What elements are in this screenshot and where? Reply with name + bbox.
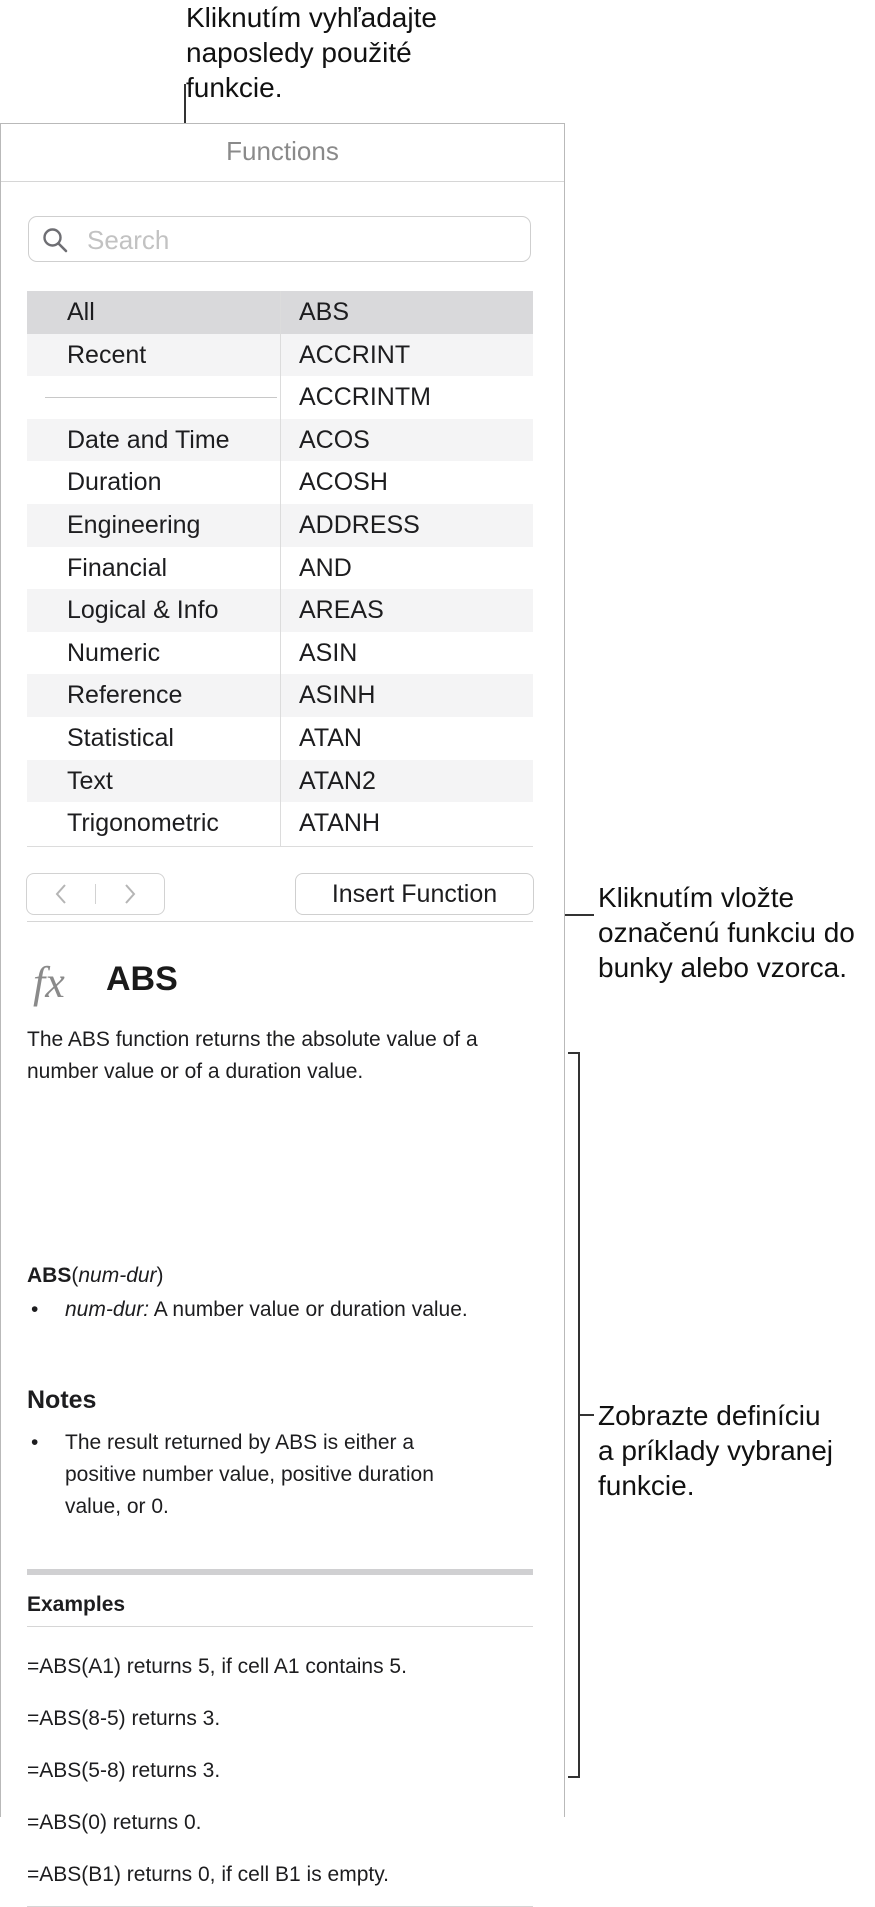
function-item[interactable]: ACOS bbox=[299, 425, 370, 454]
function-item[interactable]: ACCRINT bbox=[299, 340, 411, 369]
function-item[interactable]: ASIN bbox=[299, 638, 358, 667]
function-item[interactable]: AREAS bbox=[299, 596, 384, 625]
function-syntax bbox=[27, 1260, 164, 1292]
category-engineering[interactable]: Engineering bbox=[67, 511, 201, 539]
category-logical-info[interactable]: Logical & Info bbox=[67, 596, 219, 625]
svg-text:fx: fx bbox=[33, 958, 65, 1007]
function-description: The ABS function returns the absolute value of a number value or of a duration value. bbox=[27, 1028, 478, 1083]
category-statistical[interactable]: Statistical bbox=[67, 724, 174, 752]
panel-title: Functions bbox=[226, 136, 339, 166]
category-numeric[interactable]: Numeric bbox=[67, 638, 161, 667]
search-icon bbox=[41, 226, 69, 254]
callout-bracket-pointer bbox=[580, 1414, 594, 1416]
category-recent[interactable]: Recent bbox=[67, 340, 147, 369]
example-line: =ABS(8-5) returns 3. bbox=[27, 1707, 221, 1730]
notes-heading: Notes bbox=[27, 1386, 97, 1414]
category-reference[interactable]: Reference bbox=[67, 681, 183, 710]
forward-button[interactable] bbox=[96, 874, 164, 914]
callout-definition: Zobrazte definíciu a príklady vybranej funkcie. bbox=[598, 1400, 834, 1501]
insert-function-button[interactable]: Insert Function bbox=[295, 873, 534, 915]
examples-rule bbox=[27, 1569, 533, 1575]
browser-bottom-border bbox=[27, 846, 533, 847]
syntax-argument: num-dur bbox=[78, 1264, 157, 1287]
category-date-time[interactable]: Date and Time bbox=[67, 425, 230, 454]
function-item[interactable]: ACOSH bbox=[299, 468, 388, 497]
chevron-left-icon bbox=[54, 883, 68, 905]
syntax-name: ABS bbox=[27, 1264, 72, 1287]
callout-recent: Kliknutím vyhľadajte naposledy použité funkcie. bbox=[186, 2, 437, 103]
example-line: =ABS(A1) returns 5, if cell A1 contains 5. bbox=[27, 1655, 407, 1678]
category-all[interactable]: All bbox=[67, 298, 95, 326]
example-line: =ABS(0) returns 0. bbox=[27, 1811, 202, 1834]
example-line: =ABS(B1) returns 0, if cell B1 is empty. bbox=[27, 1863, 389, 1886]
function-item[interactable]: ASINH bbox=[299, 681, 376, 710]
section-divider bbox=[27, 921, 533, 922]
back-button[interactable] bbox=[27, 874, 95, 914]
examples-divider bbox=[27, 1626, 533, 1627]
argument-name: num-dur: bbox=[65, 1298, 150, 1321]
function-item[interactable]: ABS bbox=[299, 298, 350, 326]
fx-icon bbox=[31, 957, 83, 1009]
function-item[interactable]: ATANH bbox=[299, 809, 381, 838]
bullet: • bbox=[31, 1431, 39, 1454]
callout-bracket-bottom bbox=[568, 1776, 580, 1778]
callout-insert: Kliknutím vložte označenú funkciu do bunky alebo vzorca. bbox=[598, 882, 855, 983]
example-line: =ABS(5-8) returns 3. bbox=[27, 1759, 221, 1782]
category-trigonometric[interactable]: Trigonometric bbox=[67, 809, 219, 838]
function-item[interactable]: AND bbox=[299, 553, 352, 582]
function-browser bbox=[27, 291, 533, 846]
chevron-right-icon bbox=[123, 883, 137, 905]
function-name: ABS bbox=[106, 960, 178, 998]
category-text[interactable]: Text bbox=[67, 766, 113, 795]
argument-text: A number value or duration value. bbox=[149, 1298, 468, 1321]
syntax-open: ( bbox=[71, 1264, 79, 1287]
category-duration[interactable]: Duration bbox=[67, 468, 162, 497]
column-divider bbox=[280, 291, 281, 846]
argument-description bbox=[65, 1294, 505, 1326]
history-nav bbox=[26, 873, 165, 915]
category-financial[interactable]: Financial bbox=[67, 553, 168, 582]
callout-bracket-top bbox=[568, 1052, 580, 1054]
function-item[interactable]: ADDRESS bbox=[299, 511, 420, 539]
search-input[interactable] bbox=[85, 223, 509, 257]
examples-heading: Examples bbox=[27, 1593, 126, 1616]
title-divider bbox=[1, 181, 564, 182]
category-separator bbox=[45, 397, 277, 398]
search-field[interactable] bbox=[28, 216, 531, 262]
syntax-close: ) bbox=[156, 1264, 164, 1287]
function-item[interactable]: ATAN bbox=[299, 724, 362, 752]
functions-panel bbox=[0, 123, 565, 1886]
function-item[interactable]: ACCRINTM bbox=[299, 383, 431, 412]
note-text: The result returned by ABS is either a positive number value, positive duration value, or 0. bbox=[65, 1431, 434, 1518]
bullet: • bbox=[31, 1298, 39, 1321]
function-item[interactable]: ATAN2 bbox=[299, 766, 376, 795]
